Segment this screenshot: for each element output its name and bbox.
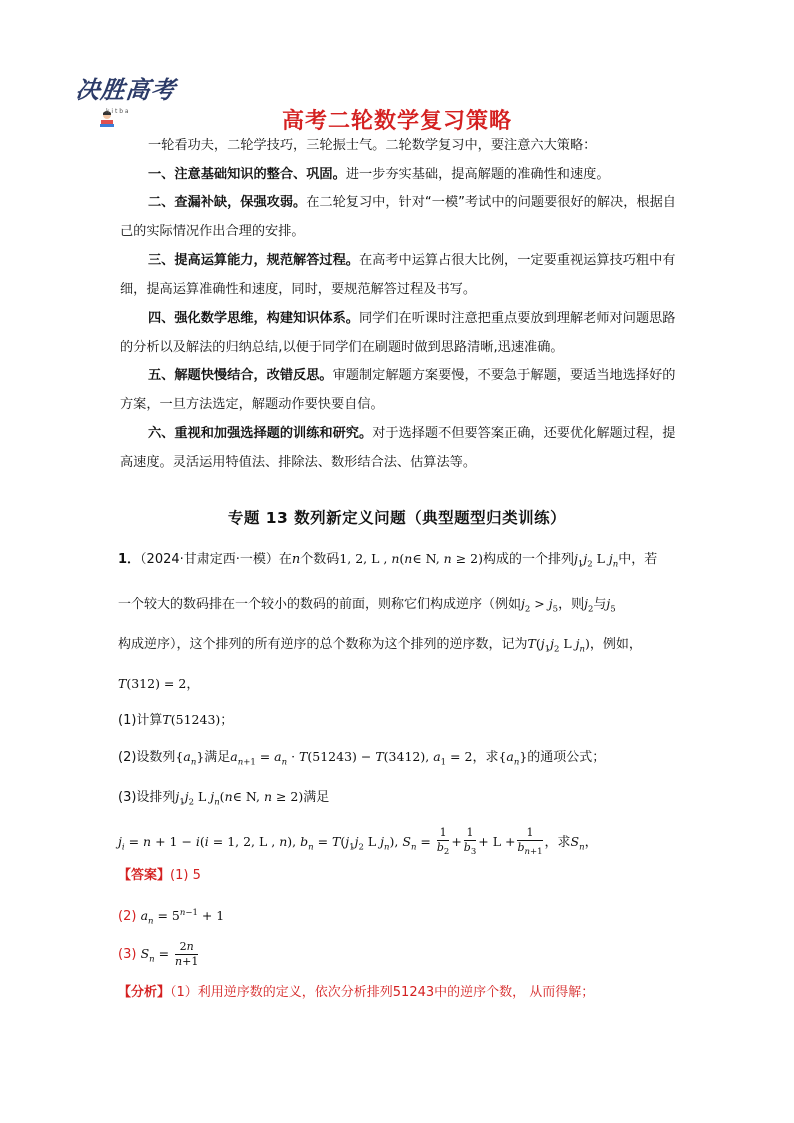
strategy-5 [120,362,685,419]
answer-line-3: (3) $S_n$ = $\frac{2n}{n+1}$ [118,940,199,968]
logo-subtitle: k i t b a [106,108,129,115]
question-number: 1． [118,552,141,567]
question-line-2: 一个较大的数码排在一个较小的数码的前面，则称它们构成逆序（例如$j_2 > j_5$，则$j_2$与$j_5$ [118,596,616,615]
answer-line-1 [118,865,693,887]
answer-3-label: (3) [118,947,137,962]
question-part-3-formula: $j_i = n + 1 - i(i = 1$, 2, L , n), $b_n = T(j_1j_2$ L $j_n$), $S_n$ = $\frac{1}{b_2}$ + $\frac{1}{b_3}$ + L + $\frac{1}{b_{n+1}}$ ，求$S_n$， [118,826,598,858]
question-text: 在 [278,552,292,567]
strategy-5-head: 五、解题快慢结合，改错反思。 [148,368,333,383]
strategy-2-body: 在二轮复习中，针对“一模”考试中的问题要很好的解决，根据自己的实际情况作出合理的安排。 [120,195,676,239]
question-text: 与 [593,597,607,612]
section-title: 专题 13 数列新定义问题（典型题型归类训练） [227,509,567,527]
answer-line-2: (2) $a_n = 5^{n-1} + 1$ [118,908,225,927]
answer-1: (1) 5 [170,868,201,883]
question-part-3: (3)设排列$j_1j_2$ L $j_n(n\in$ N, n ≥ 2)满足 [118,789,330,808]
strategy-3 [120,247,685,304]
answer-label: 【答案】 [118,868,171,883]
question-text: ，求 [472,750,499,765]
strategy-1-head: 一、注意基础知识的整合、巩固。 [148,167,346,182]
question-text: ，例如， [589,637,642,652]
strategy-2 [120,189,685,246]
analysis-label: 【分析】 [118,985,171,1000]
question-text: 满足 [303,790,330,805]
strategy-1-body: 进一步夯实基础，提高解题的准确性和速度。 [345,167,610,182]
strategy-2-head: 二、查漏补缺，保强攻弱。 [148,195,307,210]
answer-2-label: (2) [118,909,137,925]
question-text: 个数码 [300,552,340,567]
strategy-5-body: 审题制定解题方案要慢，不要急于解题，要适当地选择好的方案，一旦方法选定，解题动作要快要自信。 [120,368,676,412]
strategy-6 [120,420,685,477]
strategy-3-head: 三、提高运算能力，规范解答过程。 [148,253,359,268]
question-text: 构成逆序），这个排列的所有逆序的总个数称为这个排列的逆序数，记为 [118,637,528,652]
strategy-3-body: 在高考中运算占很大比例，一定要重视运算技巧粗中有细，提高运算准确性和速度，同时，要规范解答过程及书写。 [120,253,676,297]
question-text: 满足 [204,750,231,765]
question-line-4: T(312) = 2， [118,676,200,692]
logo-text: 决胜高考 [74,75,178,104]
question-text: ，则 [558,597,585,612]
strategy-6-head: 六、重视和加强选择题的训练和研究。 [148,426,373,441]
question-text: 一个较大的数码排在一个较小的数码的前面，则称它们构成逆序（例如 [118,597,522,612]
strategy-4 [120,305,685,362]
question-text: 构成的一个排列 [482,552,574,567]
question-text: ， [584,835,598,851]
question-text: (2)设数列 [118,750,176,765]
strategy-6-body: 对于选择题不但要答案正确，还要优化解题过程，提高速度。灵活运用特值法、排除法、数形结合法、估算法等。 [120,426,676,470]
strategy-4-head: 四、强化数学思维，构建知识体系。 [148,311,359,326]
question-text: 中，若 [618,552,658,567]
question-line-3: 构成逆序），这个排列的所有逆序的总个数称为这个排列的逆序数，记为$T(j_1j_2$ L $j_n$)，例如， [118,636,642,655]
analysis-line [118,982,693,1004]
question-line-1: 1．（2024·甘肃定西·一模）在n个数码1, 2, L , n(n∈ N, n ≥ 2)构成的一个排列$j_1j_2$ L $j_n$中，若 [118,551,658,570]
question-text: (3)设排列 [118,790,176,805]
question-text: (1)计算 [118,713,163,728]
intro-paragraph: 一轮看功夫，二轮学技巧，三轮振士气。二轮数学复习中，要注意六大策略： [148,138,597,153]
question-source: （2024·甘肃定西·一模） [140,552,279,567]
strategy-4-body: 同学们在听课时注意把重点要放到理解老师对问题思路的分析以及解法的归纳总结,以便于同学们在刷题时做到思路清晰,迅速准确。 [120,311,676,355]
main-title: 高考二轮数学复习策略 [281,109,512,134]
question-part-2: (2)设数列$\{a_n\}$满足$a_{n+1} = a_n \cdot T(51243) - T(3412)$, $a_1 = 2$，求$\{a_n\}$的通项公式； [118,749,606,768]
analysis-text: （1）利用逆序数的定义，依次分析排列51243中的逆序个数， 从而得解； [170,985,595,1000]
question-text: ， [186,677,200,692]
question-part-1: (1)计算T(51243)； [118,712,234,728]
question-text: 的通项公式； [527,750,606,765]
strategy-1 [120,161,685,190]
question-text: ； [220,713,234,728]
question-text: ，求 [544,835,571,851]
